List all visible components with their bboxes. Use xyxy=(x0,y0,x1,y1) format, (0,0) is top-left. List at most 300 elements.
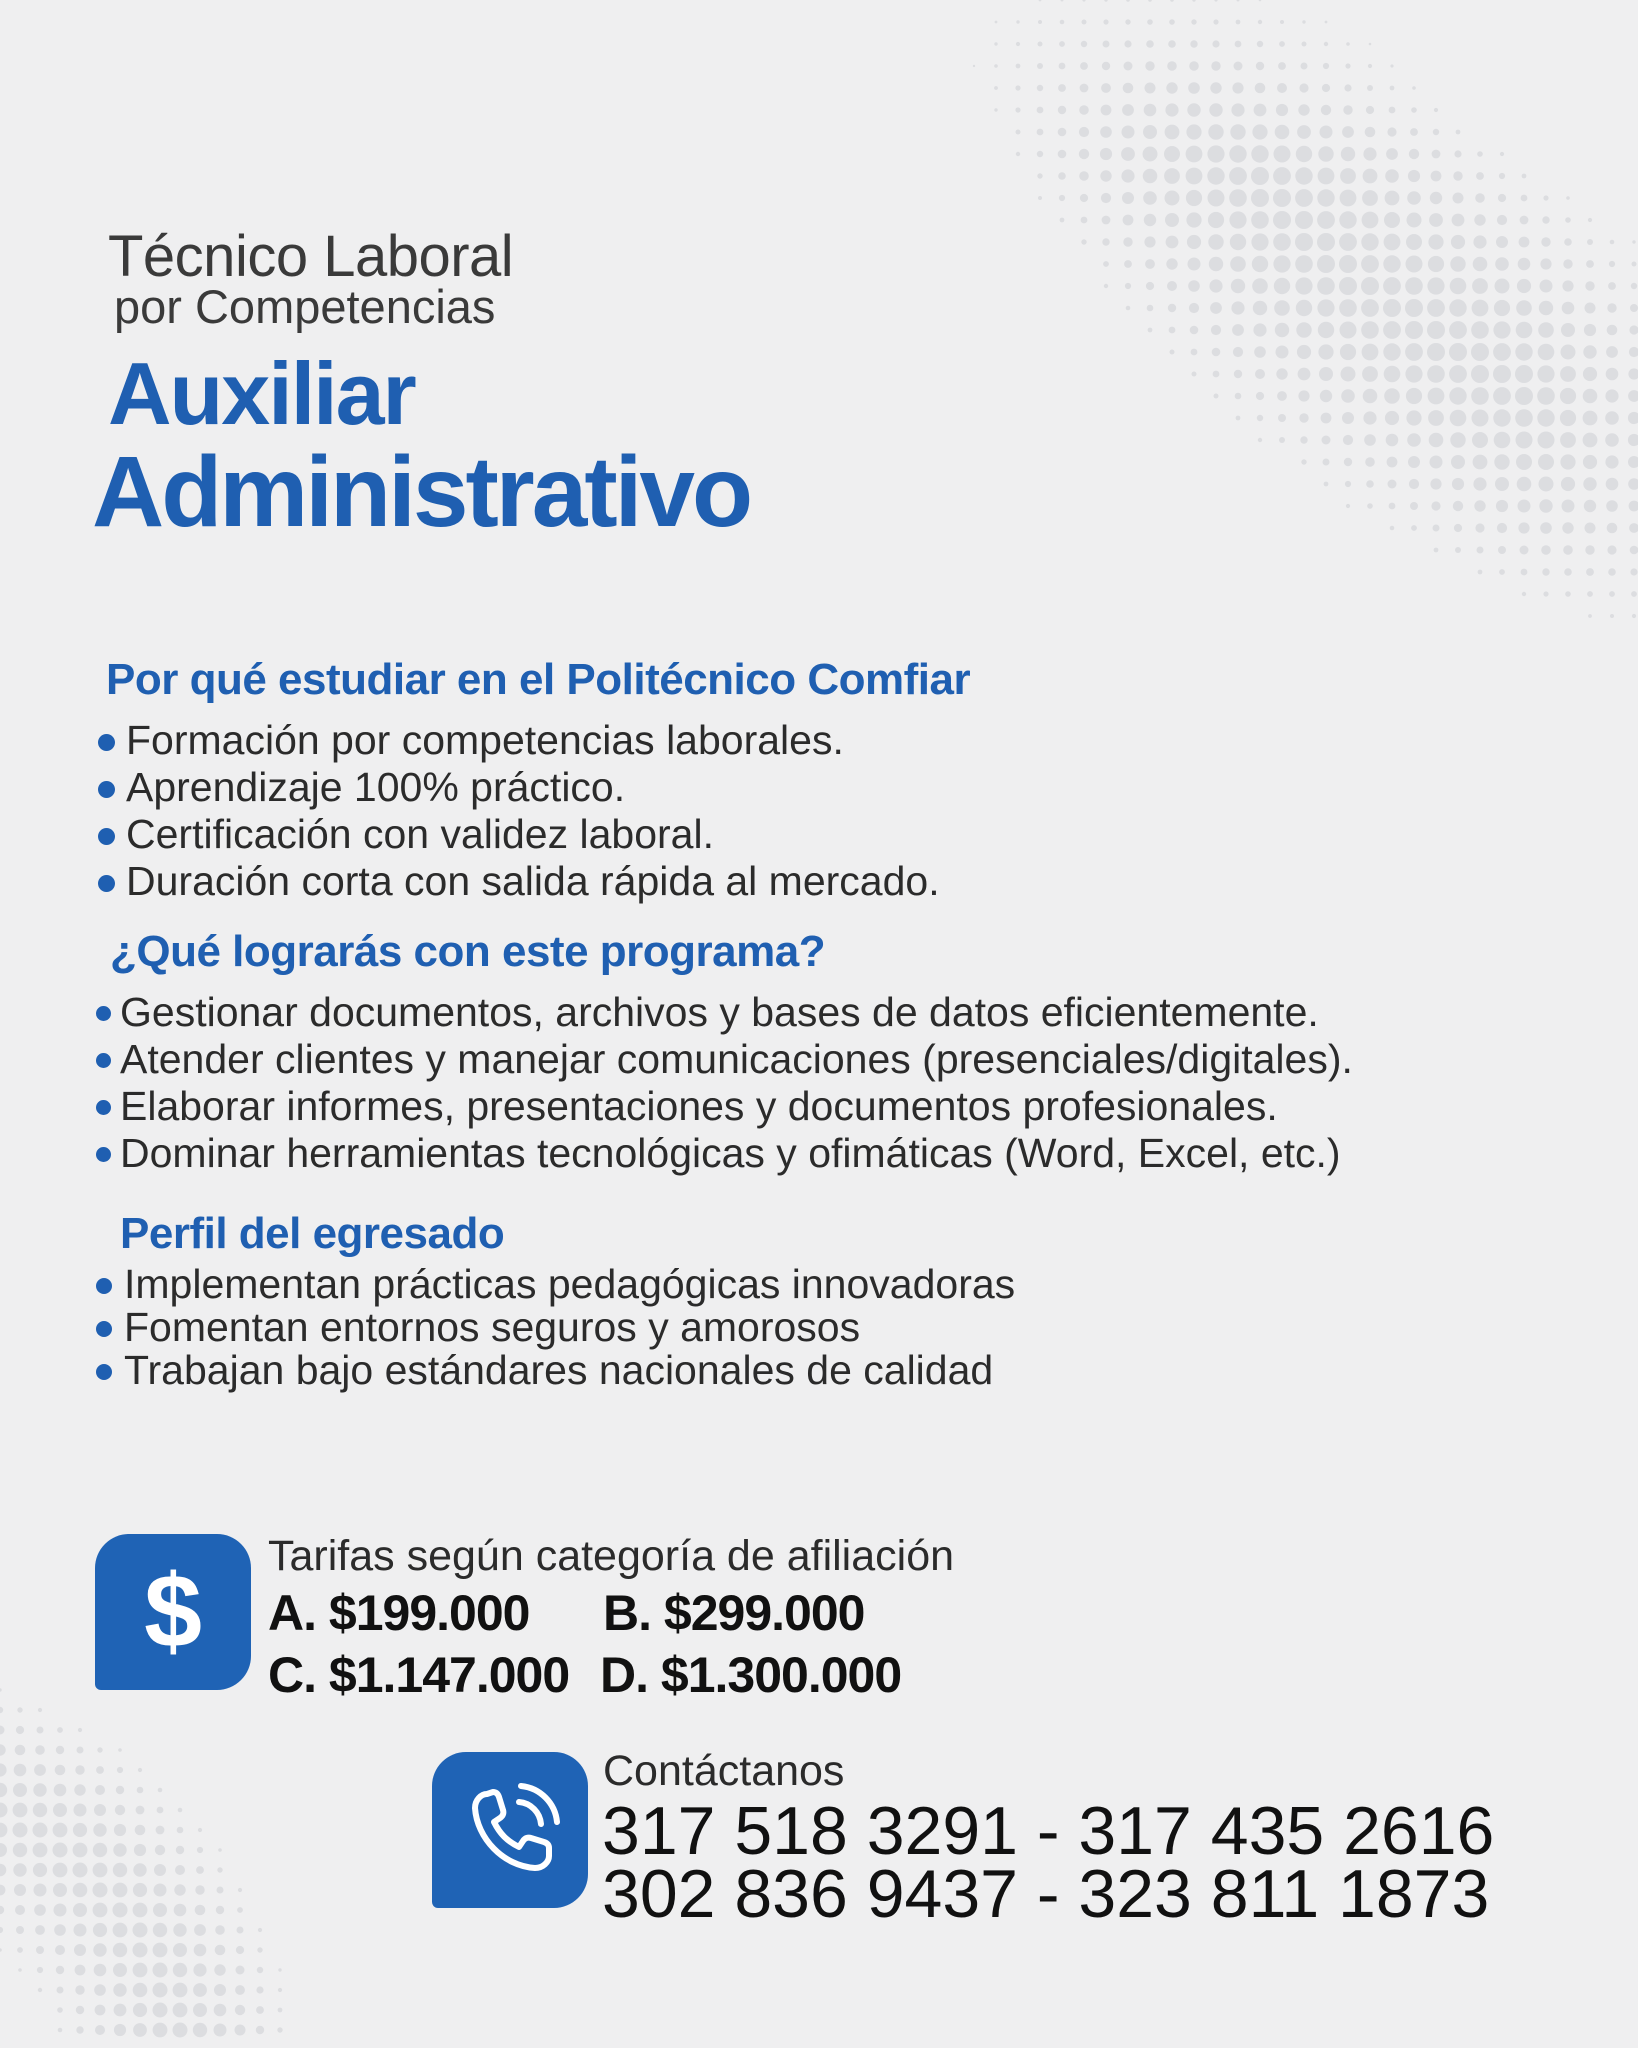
decorative-dot xyxy=(1124,260,1132,268)
decorative-dot xyxy=(1493,365,1511,383)
decorative-dot xyxy=(1144,104,1157,117)
decorative-dot xyxy=(1231,279,1245,293)
decorative-dot xyxy=(1323,63,1329,69)
decorative-dot xyxy=(1079,105,1089,115)
decorative-dot xyxy=(95,1785,105,1795)
decorative-dot xyxy=(153,1983,168,1998)
decorative-dot xyxy=(1104,0,1107,2)
decorative-dot xyxy=(1405,299,1423,317)
decorative-dot xyxy=(1252,124,1267,139)
decorative-dot xyxy=(1187,235,1201,249)
decorative-dot xyxy=(1560,454,1575,469)
decorative-dot xyxy=(1521,195,1528,202)
decorative-dot xyxy=(1471,343,1489,361)
decorative-dot xyxy=(1455,547,1461,553)
decorative-dot xyxy=(1167,281,1177,291)
decorative-dot xyxy=(1188,82,1200,94)
decorative-dot xyxy=(114,2024,126,2036)
decorative-dot xyxy=(1170,350,1175,355)
decorative-dot xyxy=(1560,388,1576,404)
decorative-dot xyxy=(1408,456,1420,468)
decorative-dot xyxy=(1449,343,1467,361)
decorative-dot xyxy=(53,1823,68,1838)
decorative-dot xyxy=(1541,545,1551,555)
decorative-dot xyxy=(1518,522,1529,533)
decorative-dot xyxy=(1583,455,1597,469)
decorative-dot xyxy=(157,1807,164,1814)
decorative-dot xyxy=(1208,190,1225,207)
decorative-dot xyxy=(1165,125,1180,140)
decorative-dot xyxy=(1453,171,1462,180)
decorative-dot xyxy=(1252,256,1268,272)
decorative-dot xyxy=(235,1985,245,1995)
decorative-dot xyxy=(194,1944,207,1957)
decorative-dot xyxy=(156,1826,165,1835)
program-subtitle-line1: Técnico Laboral xyxy=(108,224,514,289)
price-category-a: A. $199.000 xyxy=(268,1585,530,1641)
decorative-dot xyxy=(1058,172,1066,180)
decorative-dot xyxy=(113,1923,128,1938)
decorative-dot xyxy=(1324,42,1328,46)
decorative-dot xyxy=(235,2025,246,2036)
decorative-dot xyxy=(1583,477,1596,490)
decorative-dot xyxy=(1628,434,1638,446)
decorative-dot xyxy=(113,1943,127,1957)
decorative-dot xyxy=(1384,212,1400,228)
decorative-dot xyxy=(1384,388,1400,404)
decorative-dot xyxy=(153,1923,167,1937)
decorative-dot xyxy=(1387,127,1396,136)
decorative-dot xyxy=(1428,256,1444,272)
decorative-dot xyxy=(1339,255,1357,273)
decorative-dot xyxy=(1362,190,1378,206)
decorative-dot xyxy=(1276,368,1287,379)
decorative-dot xyxy=(193,1983,207,1997)
decorative-dot xyxy=(1254,346,1266,358)
decorative-dot xyxy=(133,1923,148,1938)
decorative-dot xyxy=(1406,234,1422,250)
decorative-dot xyxy=(1060,20,1065,25)
decorative-dot xyxy=(1560,410,1576,426)
decorative-dot xyxy=(257,1947,262,1952)
decorative-dot xyxy=(1302,42,1307,47)
decorative-dot xyxy=(1409,149,1419,159)
decorative-dot xyxy=(1518,258,1531,271)
decorative-dot xyxy=(1427,299,1445,317)
bullet-icon xyxy=(96,1321,112,1337)
decorative-dot xyxy=(1630,304,1638,312)
decorative-dot xyxy=(1537,409,1554,426)
decorative-dot xyxy=(1058,106,1066,114)
decorative-dot xyxy=(1406,410,1421,425)
bullet-icon xyxy=(96,1006,111,1021)
decorative-dot xyxy=(1478,570,1483,575)
section-title-lograras: ¿Qué lograrás con este programa? xyxy=(110,927,826,976)
decorative-dot xyxy=(116,1786,124,1794)
decorative-dot xyxy=(1628,368,1638,379)
decorative-dot xyxy=(1277,83,1287,93)
decorative-dot xyxy=(153,1963,168,1978)
price-category-c: C. $1.147.000 xyxy=(268,1647,570,1703)
program-title-line2: Administrativo xyxy=(92,436,751,548)
decorative-dot xyxy=(1257,415,1263,421)
phone-numbers-line1: 317 518 3291 - 317 435 2616 xyxy=(602,1793,1495,1869)
decorative-dot xyxy=(33,1863,47,1877)
decorative-dot xyxy=(74,1784,85,1795)
decorative-dot xyxy=(1100,148,1112,160)
decorative-dot xyxy=(1540,522,1552,534)
phone-handset-icon xyxy=(465,1782,561,1878)
decorative-dot xyxy=(1449,387,1466,404)
decorative-dot xyxy=(1213,19,1218,24)
decorative-dot xyxy=(0,1885,5,1896)
decorative-dot xyxy=(1212,40,1219,47)
decorative-dot xyxy=(16,1926,24,1934)
decorative-dot xyxy=(1383,277,1401,295)
decorative-dot xyxy=(1037,63,1043,69)
decorative-dot xyxy=(1258,438,1262,442)
decorative-dot xyxy=(1411,107,1417,113)
list-item-text: Formación por competencias laborales. xyxy=(126,717,844,763)
decorative-dot xyxy=(153,2003,168,2018)
decorative-dot xyxy=(1038,196,1042,200)
decorative-dot xyxy=(215,1945,226,1956)
decorative-dot xyxy=(133,2003,147,2017)
decorative-dot xyxy=(1563,545,1573,555)
decorative-dot xyxy=(1583,367,1597,381)
decorative-dot xyxy=(78,1728,82,1732)
decorative-dot xyxy=(1629,501,1638,512)
decorative-dot xyxy=(1515,387,1533,405)
decorative-dot xyxy=(1430,478,1441,489)
decorative-dot xyxy=(1361,299,1379,317)
decorative-dot xyxy=(1472,300,1489,317)
decorative-dot xyxy=(1124,40,1131,47)
list-item-text: Certificación con validez laboral. xyxy=(126,811,714,857)
decorative-dot xyxy=(36,1946,44,1954)
decorative-dot xyxy=(33,1783,46,1796)
decorative-dot xyxy=(1562,500,1575,513)
decorative-dot xyxy=(117,1767,123,1773)
bullet-icon xyxy=(98,781,115,798)
decorative-dot xyxy=(1493,387,1511,405)
decorative-dot xyxy=(1340,322,1357,339)
decorative-dot xyxy=(1494,454,1509,469)
decorative-dot xyxy=(1207,167,1224,184)
decorative-dot xyxy=(177,1827,184,1834)
decorative-dot xyxy=(1519,237,1530,248)
decorative-dot xyxy=(1229,211,1246,228)
decorative-dot xyxy=(214,2024,227,2037)
decorative-dot xyxy=(1122,104,1134,116)
decorative-dot xyxy=(1565,591,1571,597)
decorative-dot xyxy=(1276,346,1289,359)
decorative-dot xyxy=(1389,503,1396,510)
decorative-dot xyxy=(216,1906,224,1914)
decorative-dot xyxy=(1340,190,1357,207)
decorative-dot xyxy=(1320,126,1333,139)
decorative-dot xyxy=(1278,62,1286,70)
list-item-text: Gestionar documentos, archivos y bases de datos eficientemente. xyxy=(120,989,1319,1035)
decorative-dot xyxy=(1295,233,1313,251)
decorative-dot xyxy=(218,1848,222,1852)
decorative-dot xyxy=(1516,300,1532,316)
decorative-dot xyxy=(1060,218,1065,223)
decorative-dot xyxy=(1383,343,1400,360)
decorative-dot xyxy=(15,1905,25,1915)
decorative-dot xyxy=(1539,477,1554,492)
decorative-dot xyxy=(93,1903,108,1918)
decorative-dot xyxy=(1209,257,1223,271)
decorative-dot xyxy=(236,1946,244,1954)
decorative-dot xyxy=(1208,212,1224,228)
decorative-dot xyxy=(1515,365,1533,383)
list-item-text: Duración corta con salida rápida al mercado. xyxy=(126,858,940,904)
decorative-dot xyxy=(1235,41,1242,48)
decorative-dot xyxy=(1233,347,1243,357)
decorative-dot xyxy=(195,1905,206,1916)
decorative-dot xyxy=(1384,366,1401,383)
decorative-dot xyxy=(1186,146,1203,163)
list-porque xyxy=(126,717,940,908)
decorative-dot xyxy=(1606,368,1619,381)
decorative-dot xyxy=(1346,504,1350,508)
decorative-dot xyxy=(1630,546,1638,555)
decorative-dot xyxy=(1214,394,1219,399)
decorative-dot xyxy=(73,1903,87,1917)
decorative-dot xyxy=(1405,277,1423,295)
decorative-dot xyxy=(1165,103,1178,116)
decorative-dot xyxy=(1538,454,1554,470)
decorative-dot xyxy=(1607,523,1618,534)
decorative-dot xyxy=(77,1747,84,1754)
decorative-dot xyxy=(1365,457,1375,467)
decorative-dot xyxy=(1607,545,1616,554)
decorative-dot xyxy=(55,1945,65,1955)
decorative-dot xyxy=(198,1828,202,1832)
decorative-dot xyxy=(1405,321,1423,339)
decorative-dot xyxy=(214,2004,227,2017)
decorative-dot xyxy=(133,2023,147,2037)
decorative-dot xyxy=(1454,150,1461,157)
decorative-dot xyxy=(35,1745,45,1755)
decorative-dot xyxy=(256,2006,264,2014)
decorative-dot xyxy=(1253,301,1267,315)
decorative-dot xyxy=(35,1925,45,1935)
list-lograras xyxy=(120,989,1353,1180)
decorative-dot xyxy=(74,1924,87,1937)
decorative-dot xyxy=(1015,85,1020,90)
decorative-dot xyxy=(1495,477,1509,491)
decorative-dot xyxy=(1341,147,1355,161)
decorative-dot xyxy=(1498,546,1506,554)
decorative-dot xyxy=(1211,61,1220,70)
decorative-dot xyxy=(1390,64,1393,67)
decorative-dot xyxy=(1145,83,1156,94)
decorative-dot xyxy=(1406,256,1423,273)
decorative-dot xyxy=(1058,128,1067,137)
decorative-dot xyxy=(1168,304,1176,312)
decorative-dot xyxy=(1520,546,1529,555)
decorative-dot xyxy=(115,1805,125,1815)
decorative-dot xyxy=(14,1884,26,1896)
decorative-dot xyxy=(1320,390,1332,402)
decorative-dot xyxy=(1103,41,1110,48)
decorative-dot xyxy=(1273,211,1291,229)
decorative-dot xyxy=(1276,104,1288,116)
decorative-dot xyxy=(1361,255,1379,273)
decorative-dot xyxy=(133,1943,148,1958)
decorative-dot xyxy=(0,1823,7,1838)
decorative-dot xyxy=(1343,105,1352,114)
decorative-dot xyxy=(1428,410,1444,426)
decorative-dot xyxy=(1061,0,1064,2)
decorative-dot xyxy=(173,1943,187,1957)
decorative-dot xyxy=(1169,327,1176,334)
contact-label: Contáctanos xyxy=(603,1747,845,1795)
decorative-dot xyxy=(1385,411,1399,425)
decorative-dot xyxy=(1433,525,1440,532)
decorative-dot xyxy=(173,1923,186,1936)
decorative-dot xyxy=(1101,83,1111,93)
decorative-dot xyxy=(1499,569,1505,575)
decorative-dot xyxy=(1037,151,1043,157)
decorative-dot xyxy=(1298,368,1311,381)
decorative-dot xyxy=(1339,211,1356,228)
decorative-dot xyxy=(1126,306,1131,311)
decorative-dot xyxy=(1296,146,1312,162)
decorative-dot xyxy=(1340,168,1356,184)
program-subtitle-line2: por Competencias xyxy=(114,280,496,333)
decorative-dot xyxy=(1517,477,1532,492)
bullet-icon xyxy=(96,1364,112,1380)
decorative-dot xyxy=(1147,19,1153,25)
decorative-dot xyxy=(1537,365,1554,382)
decorative-dot xyxy=(1277,391,1287,401)
decorative-dot xyxy=(1102,216,1111,225)
decorative-dot xyxy=(1410,502,1418,510)
decorative-dot xyxy=(1361,321,1379,339)
decorative-dot xyxy=(1628,412,1638,424)
decorative-dot xyxy=(16,1726,24,1734)
decorative-dot xyxy=(113,1963,127,1977)
decorative-dot xyxy=(1500,152,1504,156)
list-item-text: Elaborar informes, presentaciones y documentos profesionales. xyxy=(120,1083,1278,1129)
decorative-dot xyxy=(1145,61,1154,70)
decorative-dot xyxy=(1298,390,1309,401)
decorative-dot xyxy=(1210,82,1221,93)
decorative-dot xyxy=(75,1965,86,1976)
decorative-dot xyxy=(1295,255,1313,273)
decorative-dot xyxy=(17,1707,22,1712)
decorative-dot xyxy=(1321,105,1331,115)
decorative-dot xyxy=(1516,454,1532,470)
decorative-dot xyxy=(1212,348,1221,357)
decorative-dot xyxy=(38,1708,42,1712)
decorative-dot xyxy=(1016,130,1021,135)
decorative-dot xyxy=(97,1747,102,1752)
section-title-perfil: Perfil del egresado xyxy=(120,1209,505,1258)
decorative-dot xyxy=(1605,389,1618,402)
decorative-dot xyxy=(1143,169,1158,184)
decorative-dot xyxy=(1318,146,1333,161)
decorative-dot xyxy=(1082,0,1085,2)
decorative-dot xyxy=(1080,62,1088,70)
decorative-dot xyxy=(75,1765,84,1774)
decorative-dot xyxy=(93,1843,107,1857)
decorative-dot xyxy=(1229,167,1247,185)
decorative-dot xyxy=(1539,499,1552,512)
decorative-dot xyxy=(1234,370,1242,378)
decorative-dot xyxy=(1565,217,1571,223)
decorative-dot xyxy=(1427,365,1445,383)
decorative-dot xyxy=(13,1863,26,1876)
decorative-dot xyxy=(1301,63,1308,70)
decorative-dot xyxy=(1449,321,1467,339)
decorative-dot xyxy=(1037,173,1042,178)
decorative-dot xyxy=(1147,305,1154,312)
decorative-dot xyxy=(1429,213,1443,227)
decorative-dot xyxy=(1449,299,1466,316)
decorative-dot xyxy=(1231,301,1244,314)
decorative-dot xyxy=(1102,62,1110,70)
decorative-dot xyxy=(1560,432,1576,448)
decorative-dot xyxy=(154,1864,166,1876)
decorative-dot xyxy=(173,2003,188,2018)
decorative-dot xyxy=(1388,480,1397,489)
decorative-dot xyxy=(1632,614,1636,618)
decorative-dot xyxy=(1275,125,1290,140)
decorative-dot xyxy=(1190,326,1199,335)
decorative-dot xyxy=(1586,260,1594,268)
decorative-dot xyxy=(214,1984,226,1996)
decorative-dot xyxy=(1296,322,1311,337)
decorative-dot xyxy=(278,1988,282,1992)
decorative-dot xyxy=(1058,150,1067,159)
decorative-dot xyxy=(13,1803,28,1818)
decorative-dot xyxy=(1230,234,1246,250)
decorative-dot xyxy=(1322,84,1330,92)
decorative-dot xyxy=(74,1944,86,1956)
decorative-dot xyxy=(1472,278,1488,294)
decorative-dot xyxy=(1166,82,1177,93)
decorative-dot xyxy=(113,1843,126,1856)
decorative-dot xyxy=(1187,103,1200,116)
decorative-dot xyxy=(1583,389,1598,404)
decorative-dot xyxy=(1297,345,1311,359)
decorative-dot xyxy=(175,1865,185,1875)
decorative-dot xyxy=(1411,525,1417,531)
decorative-dot xyxy=(994,86,998,90)
decorative-dot xyxy=(1343,435,1353,445)
decorative-dot xyxy=(1387,457,1398,468)
decorative-dot xyxy=(1561,345,1576,360)
decorative-dot xyxy=(15,1745,26,1756)
decorative-dot xyxy=(1274,278,1290,294)
decorative-dot xyxy=(1629,325,1638,334)
decorative-dot xyxy=(1104,284,1108,288)
decorative-dot xyxy=(34,1764,46,1776)
decorative-dot xyxy=(1143,125,1157,139)
decorative-dot xyxy=(1186,212,1201,227)
decorative-dot xyxy=(18,1968,22,1972)
decorative-dot xyxy=(1016,152,1020,156)
decorative-dot xyxy=(34,1884,47,1897)
decorative-dot xyxy=(1363,147,1376,160)
decorative-dot xyxy=(1410,128,1418,136)
decorative-dot xyxy=(1495,279,1510,294)
list-item xyxy=(124,1304,1015,1350)
